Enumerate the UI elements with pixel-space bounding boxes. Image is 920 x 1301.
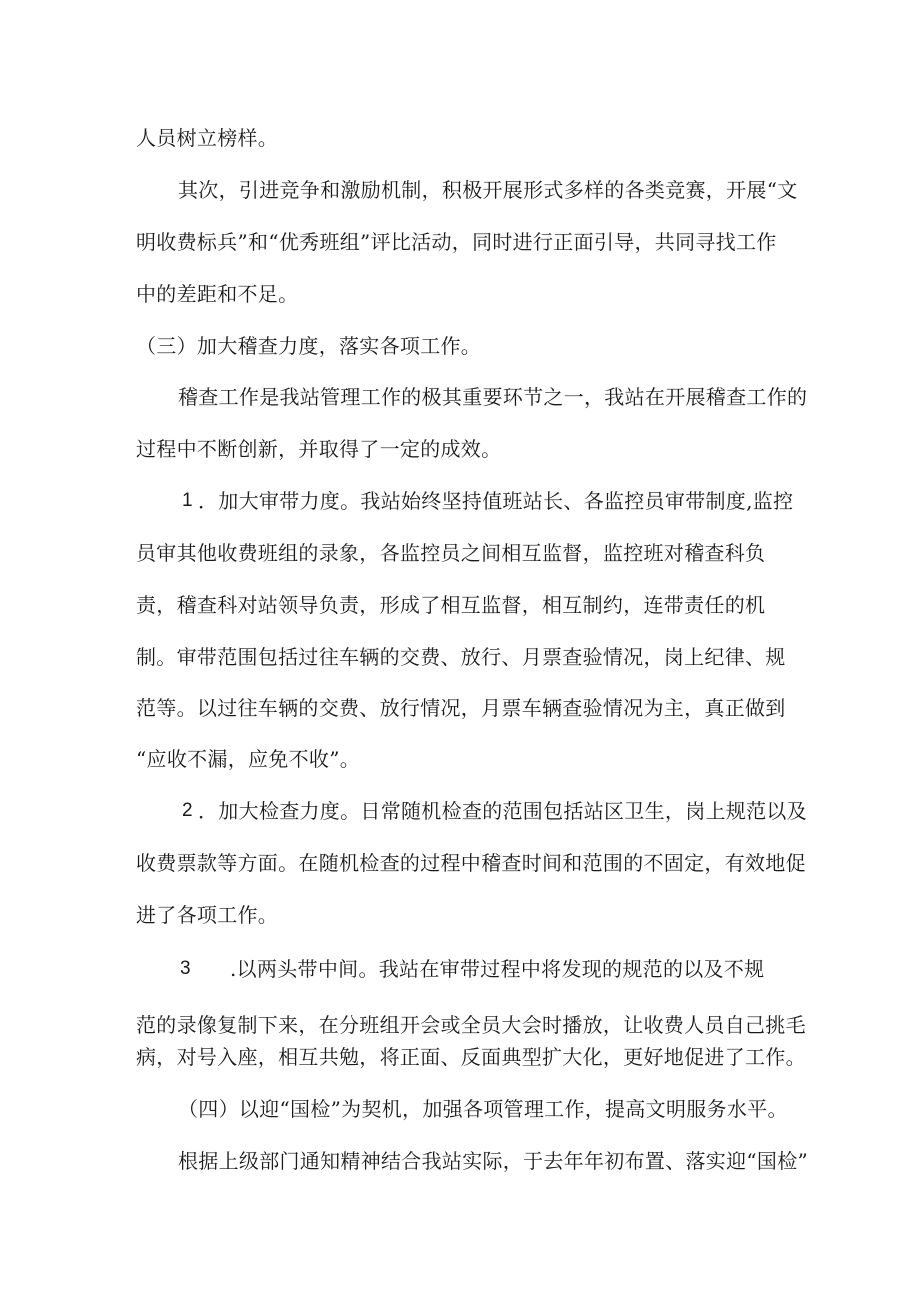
paragraph-line: 稽查工作是我站管理工作的极其重要环节之一，我站在开展稽查工作的	[178, 385, 808, 409]
list-number: 3	[180, 958, 191, 979]
paragraph-line: 根据上级部门通知精神结合我站实际，于去年年初布置、落实迎“国检”	[178, 1149, 809, 1173]
paragraph-line: 责，稽查科对站领导负责，形成了相互监督，相互制约，连带责任的机	[136, 593, 766, 617]
list-number: 1	[182, 490, 193, 511]
list-number: 2	[182, 800, 193, 821]
paragraph-line: 中的差距和不足。	[136, 282, 299, 306]
paragraph-line: 范等。以过往车辆的交费、放行情况，月票车辆查验情况为主，真正做到	[136, 696, 786, 720]
text-line: 人员树立榜样。	[136, 126, 279, 150]
paragraph-line: 范的录像复制下来，在分班组开会或全员大会时播放，让收费人员自己挑毛	[136, 1013, 806, 1037]
paragraph-line: 过程中不断创新，并取得了一定的成效。	[136, 437, 502, 461]
section-heading: （四）以迎“国检”为契机，加强各项管理工作，提高文明服务水平。	[178, 1097, 788, 1121]
paragraph-line: 员审其他收费班组的录象，各监控员之间相互监督，监控班对稽查科负	[136, 541, 766, 565]
paragraph-line: 收费票款等方面。在随机检查的过程中稽查时间和范围的不固定，有效地促	[136, 851, 806, 875]
paragraph-line: 制。审带范围包括过往车辆的交费、放行、月票查验情况，岗上纪律、规	[136, 645, 786, 669]
paragraph-line: 进了各项工作。	[136, 903, 279, 927]
paragraph-line: 其次，引进竞争和激励机制，积极开展形式多样的各类竞赛，开展“文	[178, 178, 798, 202]
paragraph-line: 明收费标兵”和“优秀班组”评比活动，同时进行正面引导，共同寻找工作	[136, 230, 777, 254]
paragraph-line: 病，对号入座，相互共勉，将正面、反面典型扩大化，更好地促进了工作。	[136, 1045, 806, 1069]
paragraph-line: “应收不漏，应免不收”。	[136, 747, 361, 771]
list-item-text: ．加大检查力度。日常随机检查的范围包括站区卫生，岗上规范以及	[198, 799, 807, 823]
list-item-text: ．加大审带力度。我站始终坚持值班站长、各监控员审带制度,监控	[198, 489, 794, 513]
list-item-text: .以两头带中间。我站在审带过程中将发现的规范的以及不规	[230, 957, 765, 981]
section-heading: （三）加大稽查力度，落实各项工作。	[136, 334, 482, 358]
